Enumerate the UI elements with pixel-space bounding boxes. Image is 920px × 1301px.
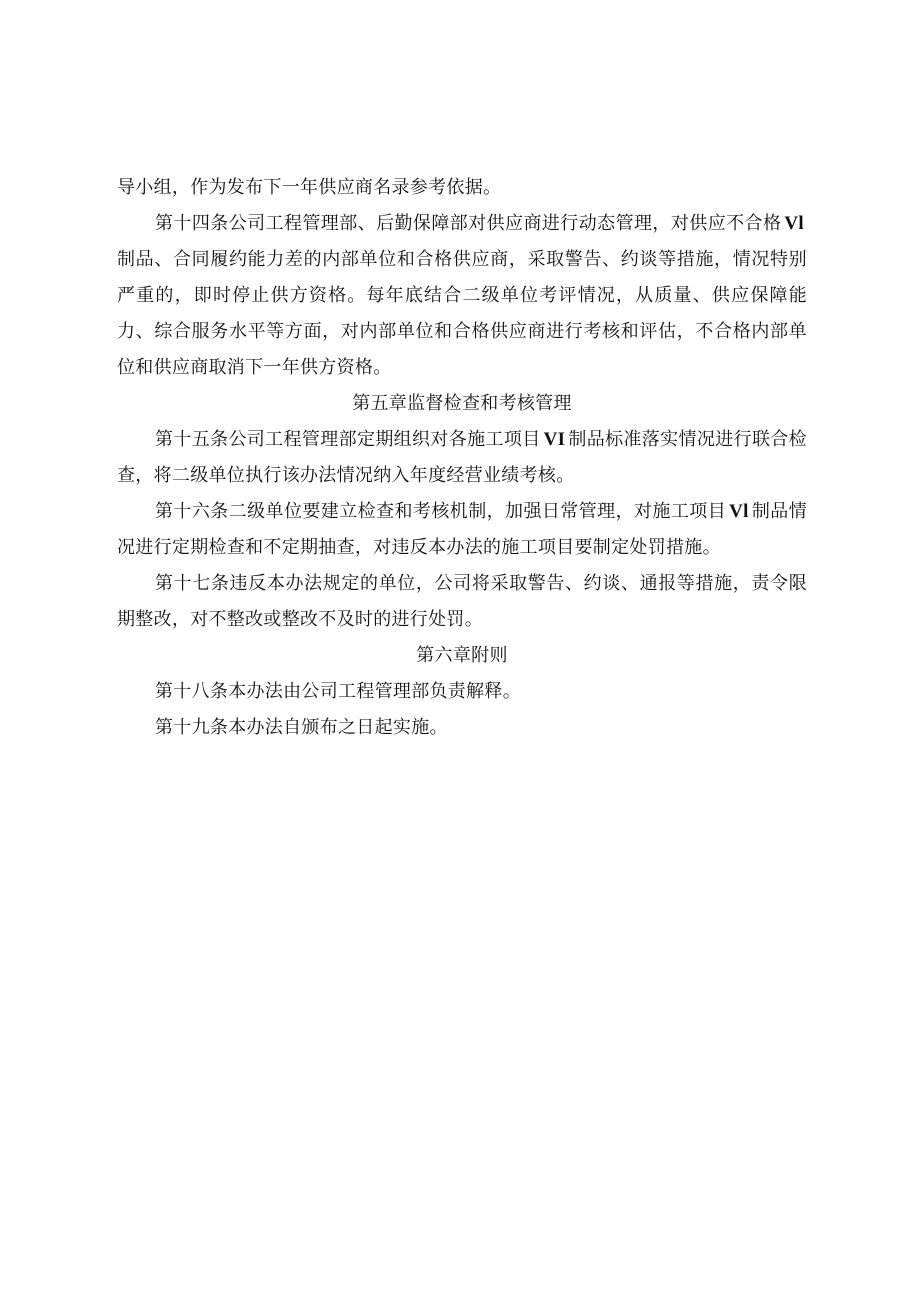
article-14-text-a: 第十四条公司工程管理部、后勤保障部对供应商进行动态管理，对供应不合格 xyxy=(155,213,782,234)
paragraph-continuation: 导小组，作为发布下一年供应商名录参考依据。 xyxy=(117,177,502,198)
article-17: 第十七条违反本办法规定的单位，公司将采取警告、约谈、通报等措施，责令限期整改，对不整改或整改不及时的进行处罚。 xyxy=(117,573,807,630)
article-14 xyxy=(117,206,807,386)
article-16 xyxy=(117,494,807,566)
article-14-vi: Vl xyxy=(784,213,804,234)
chapter-5-heading: 第五章监督检查和考核管理 xyxy=(352,393,572,414)
document-body xyxy=(117,170,807,746)
article-18: 第十八条本办法由公司工程管理部负责解释。 xyxy=(155,681,521,702)
article-14-text-b: 制品、合同履约能力差的内部单位和合格供应商，采取警告、约谈等措施，情况特别严重的，即时停止供方资格。每年底结合二级单位考评情况，从质量、供应保障能力、综合服务水平等方面，对内部单位和合格供应商进行考核和评估，不合格内部单位和供应商取消下一年供方资格。 xyxy=(117,249,807,378)
article-16-text-b: 制品情况进行定期检查和不定期抽查，对违反本办法的施工项目要制定处罚措施。 xyxy=(117,501,808,558)
article-15 xyxy=(117,422,807,494)
article-15-vi: VI xyxy=(543,429,566,450)
article-16-text-a: 第十六条二级单位要建立检查和考核机制，加强日常管理，对施工项目 xyxy=(155,501,727,522)
article-15-text-b: 制品标准落实情况进行联合检查，将二级单位执行该办法情况纳入年度经营业绩考核。 xyxy=(117,429,807,486)
chapter-6-heading: 第六章附则 xyxy=(416,645,508,666)
article-15-text-a: 第十五条公司工程管理部定期组织对各施工项目 xyxy=(155,429,541,450)
article-19: 第十九条本办法自颁布之日起实施。 xyxy=(155,717,448,738)
article-16-vi: Vl xyxy=(729,501,749,522)
